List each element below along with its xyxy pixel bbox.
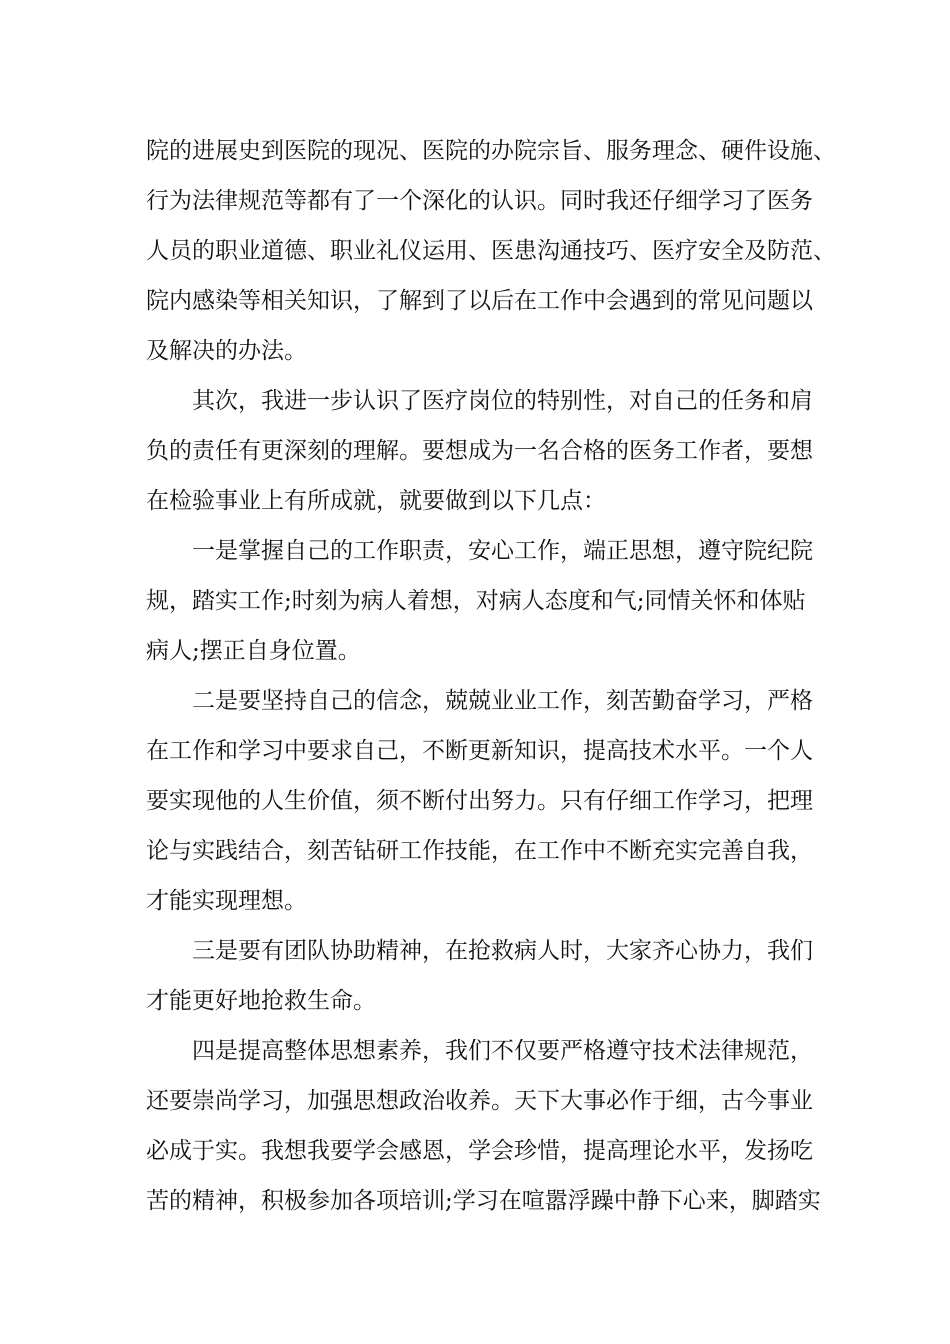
paragraph-line: 规，踏实工作;时刻为病人着想，对病人态度和气;同情关怀和体贴 [146, 588, 806, 614]
paragraph-line: 病人;摆正自身位置。 [146, 638, 361, 664]
paragraph-line: 三是要有团队协助精神，在抢救病人时，大家齐心协力，我们 [192, 938, 813, 964]
paragraph-line: 一是掌握自己的工作职责，安心工作，端正思想，遵守院纪院 [192, 538, 813, 564]
paragraph [146, 526, 836, 676]
paragraph-line: 院的进展史到医院的现况、医院的办院宗旨、服务理念、硬件设施、 [146, 138, 836, 164]
paragraph-line: 苦的精神，积极参加各项培训;学习在喧嚣浮躁中静下心来，脚踏实 [146, 1188, 821, 1214]
paragraph-line: 四是提高整体思想素养，我们不仅要严格遵守技术法律规范， [192, 1038, 813, 1064]
paragraph [146, 926, 836, 1026]
paragraph [146, 1026, 836, 1226]
paragraph-line: 行为法律规范等都有了一个深化的认识。同时我还仔细学习了医务 [146, 188, 813, 214]
paragraph-line: 负的责任有更深刻的理解。要想成为一名合格的医务工作者，要想 [146, 438, 813, 464]
paragraph-line: 才能更好地抢救生命。 [146, 988, 376, 1014]
paragraph-line: 其次，我进一步认识了医疗岗位的特别性，对自己的任务和肩 [192, 388, 813, 414]
paragraph-line: 在检验事业上有所成就，就要做到以下几点： [146, 488, 606, 514]
paragraph [146, 126, 836, 376]
paragraph-line: 人员的职业道德、职业礼仪运用、医患沟通技巧、医疗安全及防范、 [146, 238, 836, 264]
paragraph-line: 才能实现理想。 [146, 888, 307, 914]
paragraph-line: 二是要坚持自己的信念，兢兢业业工作，刻苦勤奋学习，严格 [192, 688, 813, 714]
paragraph [146, 676, 836, 926]
paragraph-line: 要实现他的人生价值，须不断付出努力。只有仔细工作学习，把理 [146, 788, 813, 814]
paragraph-line: 必成于实。我想我要学会感恩，学会珍惜，提高理论水平，发扬吃 [146, 1138, 813, 1164]
paragraph-line: 及解决的办法。 [146, 338, 307, 364]
paragraph-line: 院内感染等相关知识，了解到了以后在工作中会遇到的常见问题以 [146, 288, 813, 314]
paragraph-line: 论与实践结合，刻苦钻研工作技能，在工作中不断充实完善自我， [146, 838, 813, 864]
document-body [146, 126, 836, 1226]
paragraph-line: 还要崇尚学习，加强思想政治收养。天下大事必作于细，古今事业 [146, 1088, 813, 1114]
paragraph-line: 在工作和学习中要求自己，不断更新知识，提高技术水平。一个人 [146, 738, 813, 764]
paragraph [146, 376, 836, 526]
